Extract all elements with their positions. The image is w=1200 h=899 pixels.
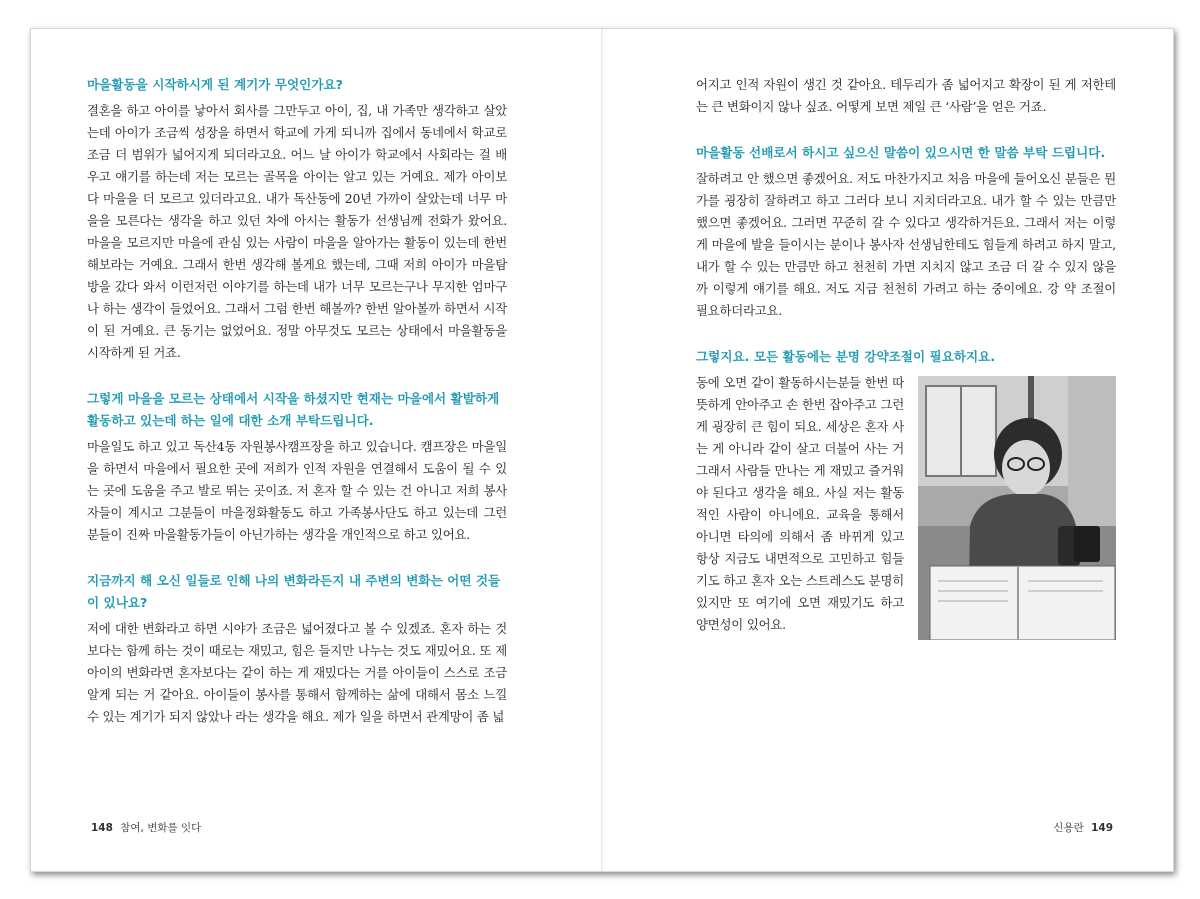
question-heading: 마을활동 선배로서 하시고 싶으신 말씀이 있으시면 한 말씀 부탁 드립니다. [696, 145, 1106, 160]
question-heading: 지금까지 해 오신 일들로 인해 나의 변화라든지 내 주변의 변화는 어떤 것들이 있나요? [87, 573, 501, 610]
photo-illustration [918, 376, 1116, 640]
interview-photo [918, 376, 1116, 640]
answer-paragraph: 어지고 인적 자원이 생긴 것 같아요. 테두리가 좀 넓어지고 확장이 된 게 저한테는 큰 변화이지 않나 싶죠. 어떻게 보면 제일 큰 ‘사람’을 얻은 거죠. [696, 77, 1116, 114]
answer-paragraph: 저에 대한 변화라고 하면 시야가 조금은 넓어졌다고 볼 수 있겠죠. 혼자 하는 것보다는 함께 하는 것이 때로는 재밌고, 힘은 들지만 나누는 것도 재밌어요. 또 제 아이의 변화라면 혼자보다는 같이 하는 게 재밌다는 거를 아이들이 스스로 조금 알게 되는 거 같아요. 아이들이 봉사를 통해서 함께하는 삶에 대해서 몸소 느낄 수 있는 계기가 되지 않았나 라는 생각을 해요. 제가 일을 하면서 관계망이 좀 넓 [87, 621, 507, 724]
right-page-footer [1053, 820, 1117, 835]
answer-paragraph: 동에 오면 같이 활동하시는분들 한번 따뜻하게 안아주고 손 한번 잡아주고 그런 게 굉장히 큰 힘이 되요. 세상은 혼자 사는 게 아니라 같이 살고 더불어 사는 거그래서 사람들 만나는 게 재밌고 즐거워야 된다고 생각을 해요. 사실 저는 활동적인 사람이 아니에요. 교육을 통해서 아니면 타의에 의해서 좀 바뀌게 있고 항상 지금도 내면적으로 고민하고 힘들기도 하고 혼자 오는 스트레스도 분명히 있지만 또 여기에 오면 재밌기도 하고 양면성이 있어요. [696, 375, 904, 632]
photo-text-row [696, 372, 1116, 636]
answer-paragraph: 결혼을 하고 아이를 낳아서 회사를 그만두고 아이, 집, 내 가족만 생각하고 살았는데 아이가 조금씩 성장을 하면서 학교에 가게 되니까 집에서 동네에서 학교로 조금 더 범위가 넓어지게 되더라고요. 어느 날 아이가 학교에서 사회라는 걸 배우고 얘기를 하는데 저는 모르는 골목을 아이는 알고 있는 거예요. 제가 아이보다 마을을 더 모르고 있더라고요. 내가 독산동에 20년 가까이 살았는데 너무 마을을 모른다는 생각을 하고 있던 차에 아시는 활동가 선생님께 전화가 왔어요. 마을을 모르지만 마을에 관심 있는 사람이 마을을 알아가는 활동이 있는데 한번 해보라는 거예요. 그래서 한번 생각해 볼게요 했는데, 그때 저희 아이가 마을탐방을 갔다 와서 이런저런 이야기를 하는데 내가 너무 모르는구나 무지한 엄마구나 하는 생각이 들었어요. 그래서 그럼 한번 해볼까? 한번 알아볼까 하면서 시작이 된 거예요. 큰 동기는 없었어요. 정말 아무것도 모르는 상태에서 마을활동을 시작하게 된 거죠. [87, 103, 507, 360]
running-title: 신용란 [1053, 822, 1084, 834]
book-gutter [601, 29, 603, 871]
right-page [696, 74, 1116, 636]
book-spread [30, 28, 1174, 872]
running-title: 참여, 변화를 잇다 [120, 822, 202, 834]
question-heading: 마을활동을 시작하시게 된 계기가 무엇인가요? [87, 77, 343, 92]
question-heading: 그렇지요. 모든 활동에는 분명 강약조절이 필요하지요. [696, 349, 996, 364]
page-number: 148 [91, 822, 113, 834]
left-page-footer [87, 820, 201, 835]
question-heading: 그렇게 마을을 모르는 상태에서 시작을 하셨지만 현재는 마을에서 활발하게 활동하고 있는데 하는 일에 대한 소개 부탁드립니다. [87, 391, 500, 428]
answer-paragraph: 마을일도 하고 있고 독산4동 자원봉사캠프장을 하고 있습니다. 캠프장은 마을일을 하면서 마을에서 필요한 곳에 저희가 인적 자원을 연결해서 도움이 될 수 있는 곳에 도움을 주고 발로 뛰는 곳이죠. 저 혼자 할 수 있는 건 아니고 저희 봉사자들이 계시고 그분들이 마을정화활동도 하고 가족봉사단도 하고 있는데 그런 분들이 진짜 마을활동가들이 아닌가하는 생각을 개인적으로 하고 있어요. [87, 439, 507, 542]
left-page [87, 74, 507, 728]
page-number: 149 [1091, 822, 1113, 834]
answer-paragraph: 잘하려고 안 했으면 좋겠어요. 저도 마찬가지고 처음 마을에 들어오신 분들은 뭔가를 굉장히 잘하려고 하고 그러다 보니 지치더라고요. 내가 할 수 있는 만큼만 했으면 좋겠어요. 그러면 꾸준히 갈 수 있다고 생각하거든요. 그래서 저는 이렇게 마을에 발을 들이시는 분이나 봉사자 선생님한테도 힘들게 하려고 하지 말고, 내가 할 수 있는 만큼만 하고 천천히 가면 지치지 않고 조금 더 갈 수 있지 않을까 이렇게 얘기를 해요. 저도 지금 천천히 가려고 하는 중이에요. 강 약 조절이 필요하더라고요. [696, 171, 1116, 318]
